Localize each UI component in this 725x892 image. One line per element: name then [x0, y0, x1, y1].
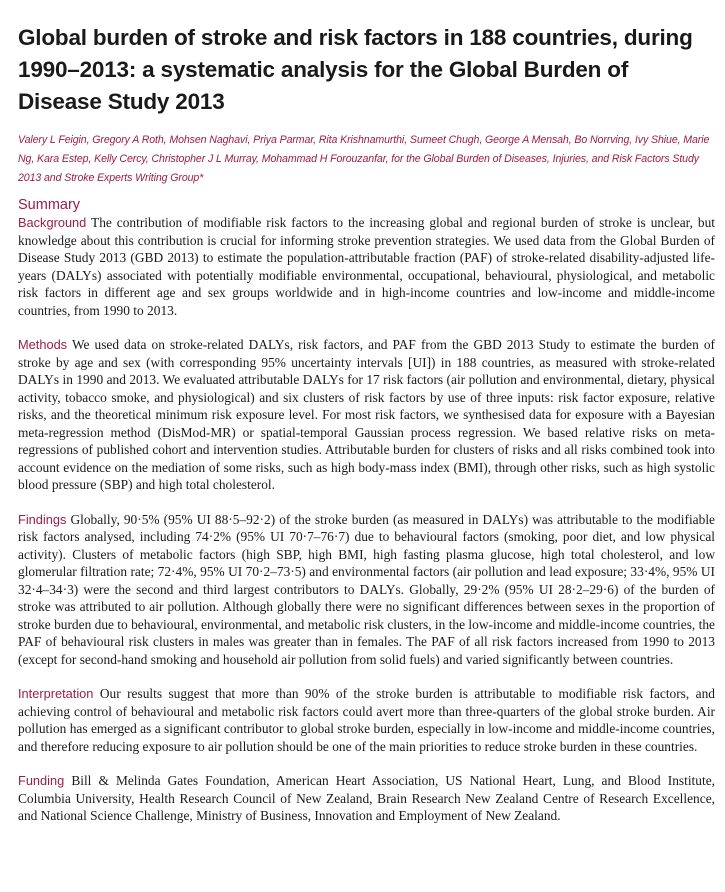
section-label: Findings — [18, 511, 67, 527]
background-section — [18, 214, 715, 319]
methods-section — [18, 336, 715, 494]
section-text: Bill & Melinda Gates Foundation, American Heart Association, US National Heart, Lung, and Blood Institute, Columbia University, Health Research Council of New Zealand, Brain Research New Zealand Centre of Research Excellence, and National Science Challenge, Ministry of Business, Innovation and Employment of New Zealand. — [18, 773, 715, 823]
section-text: Globally, 90·5% (95% UI 88·5–92·2) of the stroke burden (as measured in DALYs) was attributable to the modifiable risk factors analysed, including 74·2% (95% UI 70·7–76·7) due to behavioural factors (smoking, poor diet, and low physical activity). Clusters of metabolic factors (high SBP, high BMI, high fasting plasma glucose, high total cholesterol, and low glomerular filtration rate; 72·4%, 95% UI 70·2–73·5) and environmental factors (air pollution and lead exposure; 33·4%, 95% UI 32·4–34·3) were the second and third largest contributors to DALYs. Globally, 29·2% (95% UI 28·2–29·6) of the burden of stroke was attributed to air pollution. Although globally there were no significant differences between sexes in the proportion of stroke burden due to behavioural, environmental, and metabolic risk clusters, in the low-income and middle-income countries, the PAF of behavioural risk clusters in males was greater than in females. The PAF of all risk factors increased from 1990 to 2013 (except for second-hand smoking and household air pollution from solid fuels) and varied significantly between countries. — [18, 511, 715, 667]
section-label: Background — [18, 215, 87, 230]
findings-section — [18, 511, 715, 669]
section-text: Our results suggest that more than 90% of the stroke burden is attributable to modifiable risk factors, and achieving control of behavioural and metabolic risk factors could avert more than three-quarters of the global stroke burden. Air pollution has emerged as a significant contributor to global stroke burden, especially in low-income and middle-income countries, and therefore reducing exposure to air pollution should be one of the main priorities to reduce stroke burden in these countries. — [18, 686, 715, 754]
section-label: Funding — [18, 773, 65, 788]
abstract — [18, 214, 715, 825]
section-label: Interpretation — [18, 686, 94, 701]
funding-section — [18, 772, 715, 825]
section-text: The contribution of modifiable risk factors to the increasing global and regional burden of stroke is unclear, but knowledge about this contribution is crucial for informing stroke prevention strategies. We used data from the Global Burden of Disease Study 2013 (GBD 2013) to estimate the population-attributable fraction (PAF) of stroke-related disability-adjusted life-years (DALYs) associated with potentially modifiable environmental, occupational, behavioural, physiological, and metabolic risk factors in different age and sex groups worldwide and in high-income countries and low-income and middle-income countries, from 1990 to 2013. — [18, 215, 715, 318]
section-label: Methods — [18, 337, 68, 352]
paper-page — [18, 22, 715, 842]
interpretation-section — [18, 685, 715, 755]
section-text: We used data on stroke-related DALYs, risk factors, and PAF from the GBD 2013 Study to estimate the burden of stroke by age and sex (with corresponding 95% uncertainty intervals [UI]) in 188 countries, as measured with stroke-related DALYs in 1990 and 2013. We evaluated attributable DALYs for 17 risk factors (air pollution and environmental, dietary, physical activity, tobacco smoke, and physiological) and six clusters of risk factors by use of three inputs: risk factor exposure, relative risks, and the theoretical minimum risk exposure level. For most risk factors, we synthesised data for exposure with a Bayesian meta-regression method (DisMod-MR) or spatial-temporal Gaussian process regression. We based relative risks on meta-regressions of published cohort and intervention studies. Attributable burden for clusters of risks and all risks combined took into account evidence on the mediation of some risks, such as high body-mass index (BMI), through other risks, such as high systolic blood pressure (SBP) and high total cholesterol. — [18, 337, 715, 492]
author-list: Valery L Feigin, Gregory A Roth, Mohsen Naghavi, Priya Parmar, Rita Krishnamurthi, Sumeet Chugh, George A Mensah, Bo Norrving, Ivy Shiue, Marie Ng, Kara Estep, Kelly Cercy, Christopher J L Murray, Mohammad H Forouzanfar, for the Global Burden of Diseases, Injuries, and Risk Factors Study 2013 and Stroke Experts Writing Group* — [18, 134, 710, 184]
summary-heading: Summary — [18, 197, 81, 213]
paper-title: Global burden of stroke and risk factors in 188 countries, during 1990–2013: a systematic analysis for the Global Burden of Disease Study 2013 — [18, 25, 693, 114]
